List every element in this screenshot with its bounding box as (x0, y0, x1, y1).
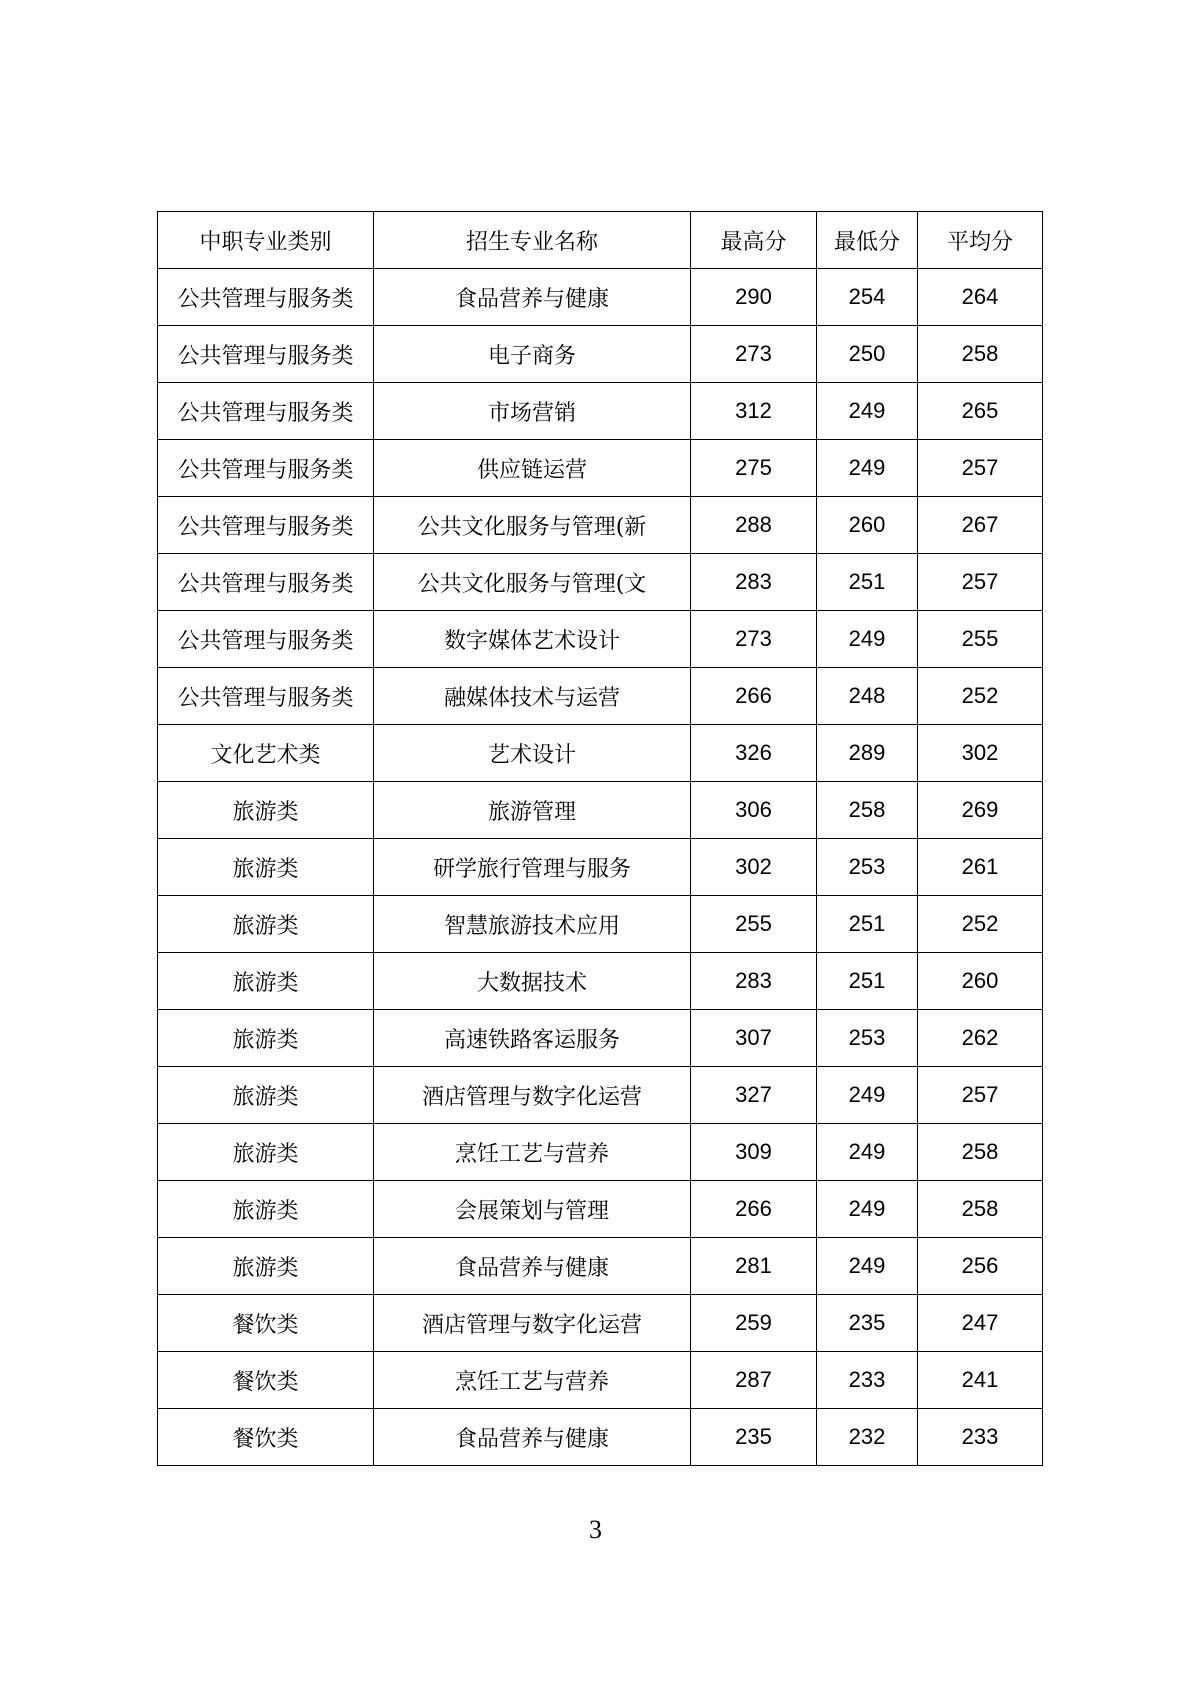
table-row (158, 1295, 1043, 1352)
cell-avg-score: 247 (918, 1295, 1043, 1352)
table-row (158, 668, 1043, 725)
cell-max-score: 312 (691, 383, 817, 440)
cell-max-score: 235 (691, 1409, 817, 1466)
cell-category: 公共管理与服务类 (158, 611, 374, 668)
cell-min-score: 253 (817, 839, 918, 896)
table-row (158, 611, 1043, 668)
cell-min-score: 251 (817, 953, 918, 1010)
cell-major: 会展策划与管理 (374, 1181, 691, 1238)
cell-max-score: 273 (691, 326, 817, 383)
cell-max-score: 273 (691, 611, 817, 668)
cell-avg-score: 233 (918, 1409, 1043, 1466)
cell-avg-score: 257 (918, 440, 1043, 497)
cell-min-score: 251 (817, 896, 918, 953)
cell-category: 文化艺术类 (158, 725, 374, 782)
cell-category: 公共管理与服务类 (158, 326, 374, 383)
table-row (158, 497, 1043, 554)
cell-max-score: 281 (691, 1238, 817, 1295)
table-header-row (158, 212, 1043, 269)
cell-min-score: 235 (817, 1295, 918, 1352)
cell-avg-score: 258 (918, 1181, 1043, 1238)
cell-category: 餐饮类 (158, 1409, 374, 1466)
cell-category: 旅游类 (158, 1067, 374, 1124)
cell-min-score: 248 (817, 668, 918, 725)
cell-category: 旅游类 (158, 1124, 374, 1181)
cell-max-score: 283 (691, 953, 817, 1010)
cell-major: 食品营养与健康 (374, 1409, 691, 1466)
table-row (158, 896, 1043, 953)
cell-category: 公共管理与服务类 (158, 668, 374, 725)
table-body (158, 269, 1043, 1466)
cell-major: 烹饪工艺与营养 (374, 1124, 691, 1181)
cell-avg-score: 302 (918, 725, 1043, 782)
cell-max-score: 288 (691, 497, 817, 554)
cell-avg-score: 267 (918, 497, 1043, 554)
table-row (158, 554, 1043, 611)
table-row (158, 383, 1043, 440)
table-row (158, 1067, 1043, 1124)
cell-min-score: 249 (817, 383, 918, 440)
header-category: 中职专业类别 (158, 212, 374, 269)
cell-avg-score: 252 (918, 896, 1043, 953)
cell-min-score: 232 (817, 1409, 918, 1466)
cell-major: 酒店管理与数字化运营 (374, 1295, 691, 1352)
cell-major: 融媒体技术与运营 (374, 668, 691, 725)
table-row (158, 1409, 1043, 1466)
cell-avg-score: 258 (918, 326, 1043, 383)
cell-max-score: 290 (691, 269, 817, 326)
cell-min-score: 260 (817, 497, 918, 554)
cell-max-score: 309 (691, 1124, 817, 1181)
cell-category: 公共管理与服务类 (158, 383, 374, 440)
table-row (158, 269, 1043, 326)
cell-max-score: 287 (691, 1352, 817, 1409)
cell-avg-score: 257 (918, 1067, 1043, 1124)
cell-major: 烹饪工艺与营养 (374, 1352, 691, 1409)
table-row (158, 782, 1043, 839)
header-min-score: 最低分 (817, 212, 918, 269)
header-max-score: 最高分 (691, 212, 817, 269)
cell-min-score: 254 (817, 269, 918, 326)
cell-max-score: 275 (691, 440, 817, 497)
cell-major: 公共文化服务与管理(新 (374, 497, 691, 554)
cell-major: 艺术设计 (374, 725, 691, 782)
cell-min-score: 233 (817, 1352, 918, 1409)
table-row (158, 839, 1043, 896)
cell-min-score: 249 (817, 1238, 918, 1295)
cell-major: 高速铁路客运服务 (374, 1010, 691, 1067)
cell-avg-score: 260 (918, 953, 1043, 1010)
cell-major: 电子商务 (374, 326, 691, 383)
table-row (158, 1352, 1043, 1409)
cell-major: 酒店管理与数字化运营 (374, 1067, 691, 1124)
cell-avg-score: 265 (918, 383, 1043, 440)
header-major: 招生专业名称 (374, 212, 691, 269)
cell-category: 公共管理与服务类 (158, 269, 374, 326)
cell-max-score: 306 (691, 782, 817, 839)
cell-category: 旅游类 (158, 896, 374, 953)
cell-min-score: 249 (817, 1124, 918, 1181)
cell-avg-score: 257 (918, 554, 1043, 611)
cell-category: 餐饮类 (158, 1352, 374, 1409)
table-row (158, 725, 1043, 782)
cell-avg-score: 264 (918, 269, 1043, 326)
cell-avg-score: 261 (918, 839, 1043, 896)
cell-min-score: 251 (817, 554, 918, 611)
cell-major: 供应链运营 (374, 440, 691, 497)
table-row (158, 440, 1043, 497)
cell-avg-score: 255 (918, 611, 1043, 668)
table-row (158, 1181, 1043, 1238)
cell-major: 食品营养与健康 (374, 1238, 691, 1295)
cell-major: 市场营销 (374, 383, 691, 440)
cell-category: 旅游类 (158, 782, 374, 839)
score-table (157, 211, 1043, 1466)
cell-category: 公共管理与服务类 (158, 554, 374, 611)
cell-category: 旅游类 (158, 1010, 374, 1067)
cell-max-score: 283 (691, 554, 817, 611)
cell-max-score: 266 (691, 1181, 817, 1238)
table-row (158, 1010, 1043, 1067)
cell-max-score: 255 (691, 896, 817, 953)
cell-category: 旅游类 (158, 1238, 374, 1295)
table-row (158, 953, 1043, 1010)
cell-max-score: 302 (691, 839, 817, 896)
cell-avg-score: 241 (918, 1352, 1043, 1409)
cell-avg-score: 252 (918, 668, 1043, 725)
cell-min-score: 253 (817, 1010, 918, 1067)
cell-max-score: 326 (691, 725, 817, 782)
cell-min-score: 289 (817, 725, 918, 782)
cell-category: 旅游类 (158, 953, 374, 1010)
table-row (158, 326, 1043, 383)
cell-max-score: 266 (691, 668, 817, 725)
cell-category: 旅游类 (158, 1181, 374, 1238)
cell-avg-score: 256 (918, 1238, 1043, 1295)
cell-min-score: 249 (817, 440, 918, 497)
header-avg-score: 平均分 (918, 212, 1043, 269)
cell-max-score: 327 (691, 1067, 817, 1124)
cell-major: 大数据技术 (374, 953, 691, 1010)
cell-major: 研学旅行管理与服务 (374, 839, 691, 896)
cell-avg-score: 269 (918, 782, 1043, 839)
cell-category: 公共管理与服务类 (158, 440, 374, 497)
cell-category: 餐饮类 (158, 1295, 374, 1352)
cell-category: 公共管理与服务类 (158, 497, 374, 554)
cell-min-score: 249 (817, 1067, 918, 1124)
cell-major: 公共文化服务与管理(文 (374, 554, 691, 611)
table-row (158, 1238, 1043, 1295)
cell-max-score: 259 (691, 1295, 817, 1352)
cell-min-score: 250 (817, 326, 918, 383)
table-row (158, 1124, 1043, 1181)
cell-major: 数字媒体艺术设计 (374, 611, 691, 668)
cell-min-score: 249 (817, 611, 918, 668)
cell-avg-score: 258 (918, 1124, 1043, 1181)
cell-min-score: 258 (817, 782, 918, 839)
page-number: 3 (589, 1515, 602, 1544)
cell-category: 旅游类 (158, 839, 374, 896)
cell-major: 智慧旅游技术应用 (374, 896, 691, 953)
cell-min-score: 249 (817, 1181, 918, 1238)
cell-max-score: 307 (691, 1010, 817, 1067)
cell-major: 旅游管理 (374, 782, 691, 839)
cell-avg-score: 262 (918, 1010, 1043, 1067)
cell-major: 食品营养与健康 (374, 269, 691, 326)
